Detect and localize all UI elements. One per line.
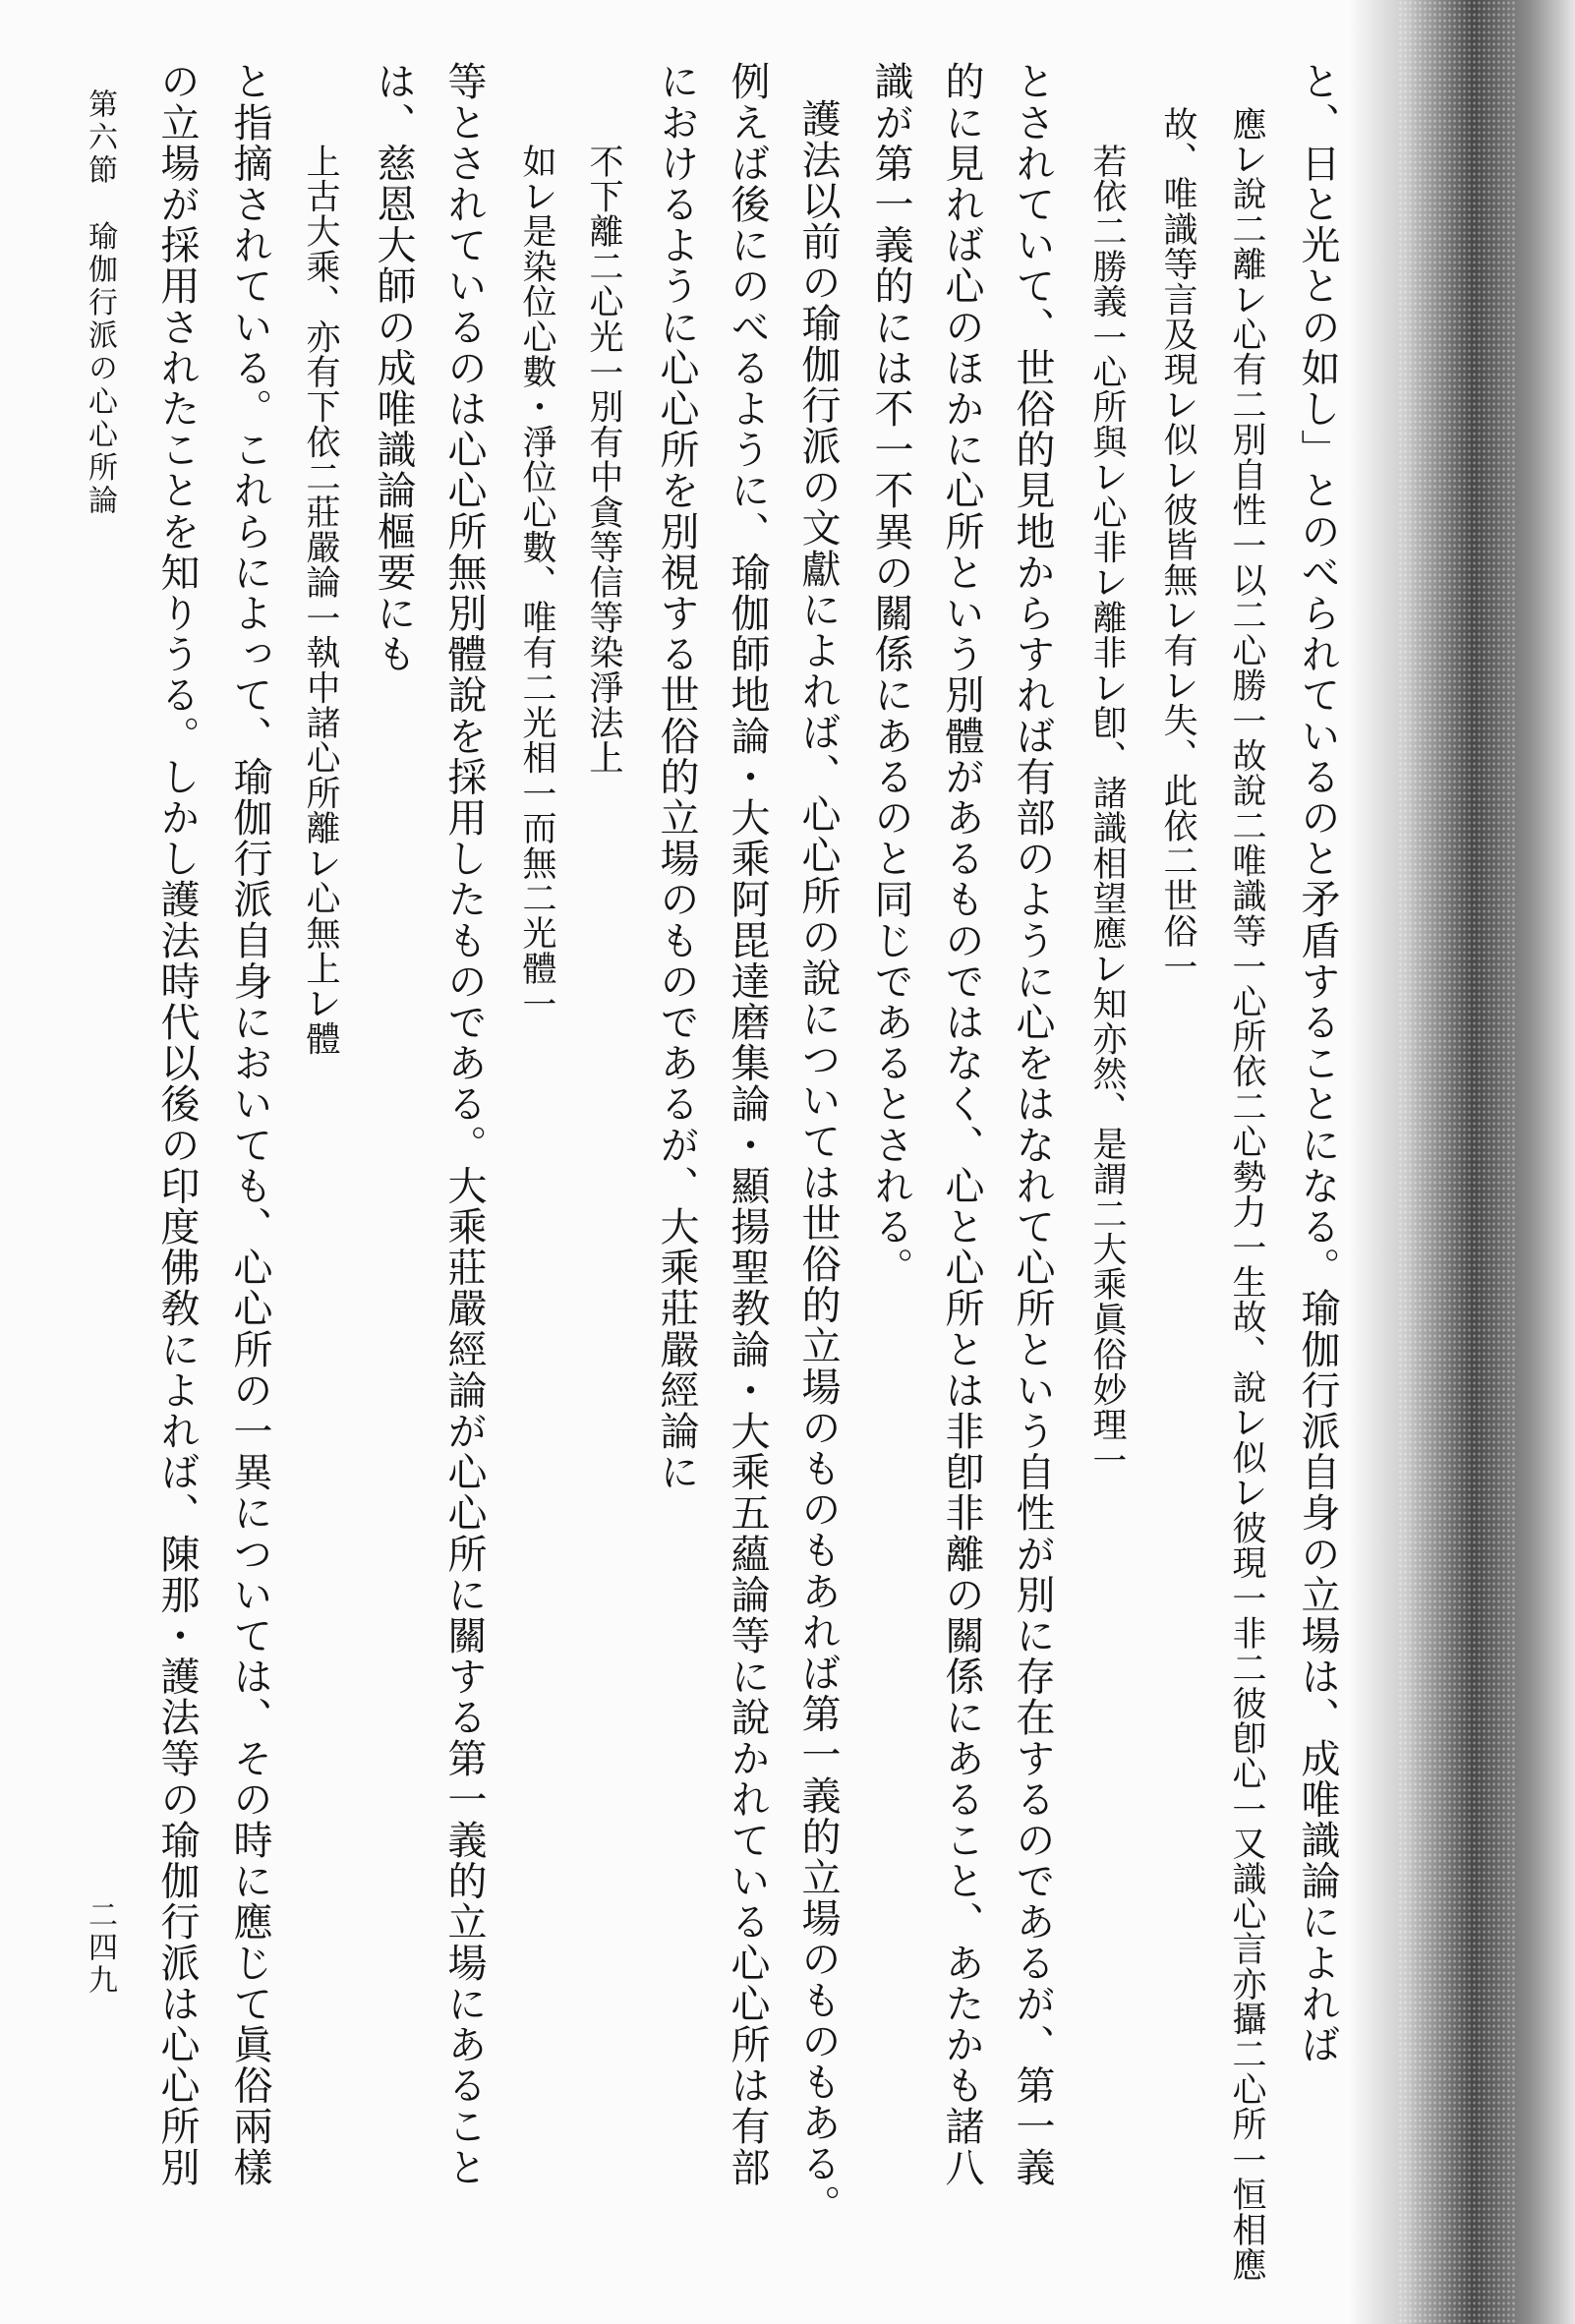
text-line-5: とされていて、世俗的見地からすれば有部のように心をはなれて心所という自性が別に存在するのであるが、第一義: [1010, 61, 1055, 2188]
text-line-8: 護法以前の瑜伽行派の文獻によれば、心心所の說については世俗的立場のものもあれば第一義的立場のものもある。: [795, 98, 841, 2226]
text-line-7: 識が第一義的には不一不異の關係にあるのと同じであるとされる。: [868, 61, 913, 1288]
quote-line-4: 若依㆓勝義㆒心所與㆑心非㆑離非㆑卽、諸識相望應㆑知亦然、是謂㆓大乘眞俗妙理㆒: [1087, 144, 1127, 1478]
quote-line-2: 應㆑說㆓離㆑心有㆓別自性㆒以㆓心勝㆒故說㆓唯識等㆒心所依㆓心勢力㆒生故、說㆑似㆑彼現㆒非㆓彼卽心㆒又識心言亦攝㆓心所㆒恒相應: [1227, 106, 1266, 2283]
text-line-13: 等とされているのは心心所無別體說を採用したものである。大乘莊嚴經論が心心所に關する第一義的立場にあること: [441, 61, 487, 2188]
scan-edge-shadow: [1349, 0, 1575, 2324]
page-number: 二四九: [83, 1899, 117, 1997]
text-line-10: におけるように心心所を別視する世俗的立場のものであるが、大乘莊嚴經論に: [654, 61, 699, 1492]
text-line-14: は、慈恩大師の成唯識論樞要にも: [371, 61, 416, 674]
quote-line-3: 故、唯識等言及現㆑似㆑彼皆無㆑有㆑失、此依㆓世俗㆒: [1158, 106, 1197, 984]
text-line-6: 的に見れば心のほかに心所という別體があるものではなく、心と心所とは非卽非離の關係にあること、あたかも諸八: [939, 61, 984, 2188]
quote-line-11: 不㆘離㆓心光㆒別有㆗貪等信等染淨法㆖: [584, 144, 623, 776]
running-head: 第六節 瑜伽行派の心心所論: [83, 88, 117, 518]
text-line-17: の立場が採用されたことを知りうる。しかし護法時代以後の印度佛敎によれば、陳那・護法等の瑜伽行派は心心所別: [154, 61, 200, 2188]
quote-line-15: 上古大乘、亦有㆘依㆓莊嚴論㆒執㆗諸心所離㆑心無㆖㆑體: [301, 144, 340, 1057]
quote-line-12: 如㆑是染位心數・淨位心數、唯有㆓光相㆒而無㆓光體㆒: [517, 144, 556, 1021]
text-line-9: 例えば後にのべるように、瑜伽師地論・大乘阿毘達磨集論・顯揚聖教論・大乘五蘊論等に說かれている心心所は有部: [725, 61, 770, 2188]
text-line-1: と、日と光との如し」とのべられているのと矛盾することになる。瑜伽行派自身の立場は、成唯識論によれば: [1295, 61, 1340, 2065]
text-line-16: と指摘されている。これらによって、瑜伽行派自身においても、心心所の一異については、その時に應じて眞俗兩樣: [227, 61, 272, 2188]
scan-edge-speckle: [1398, 0, 1516, 2324]
